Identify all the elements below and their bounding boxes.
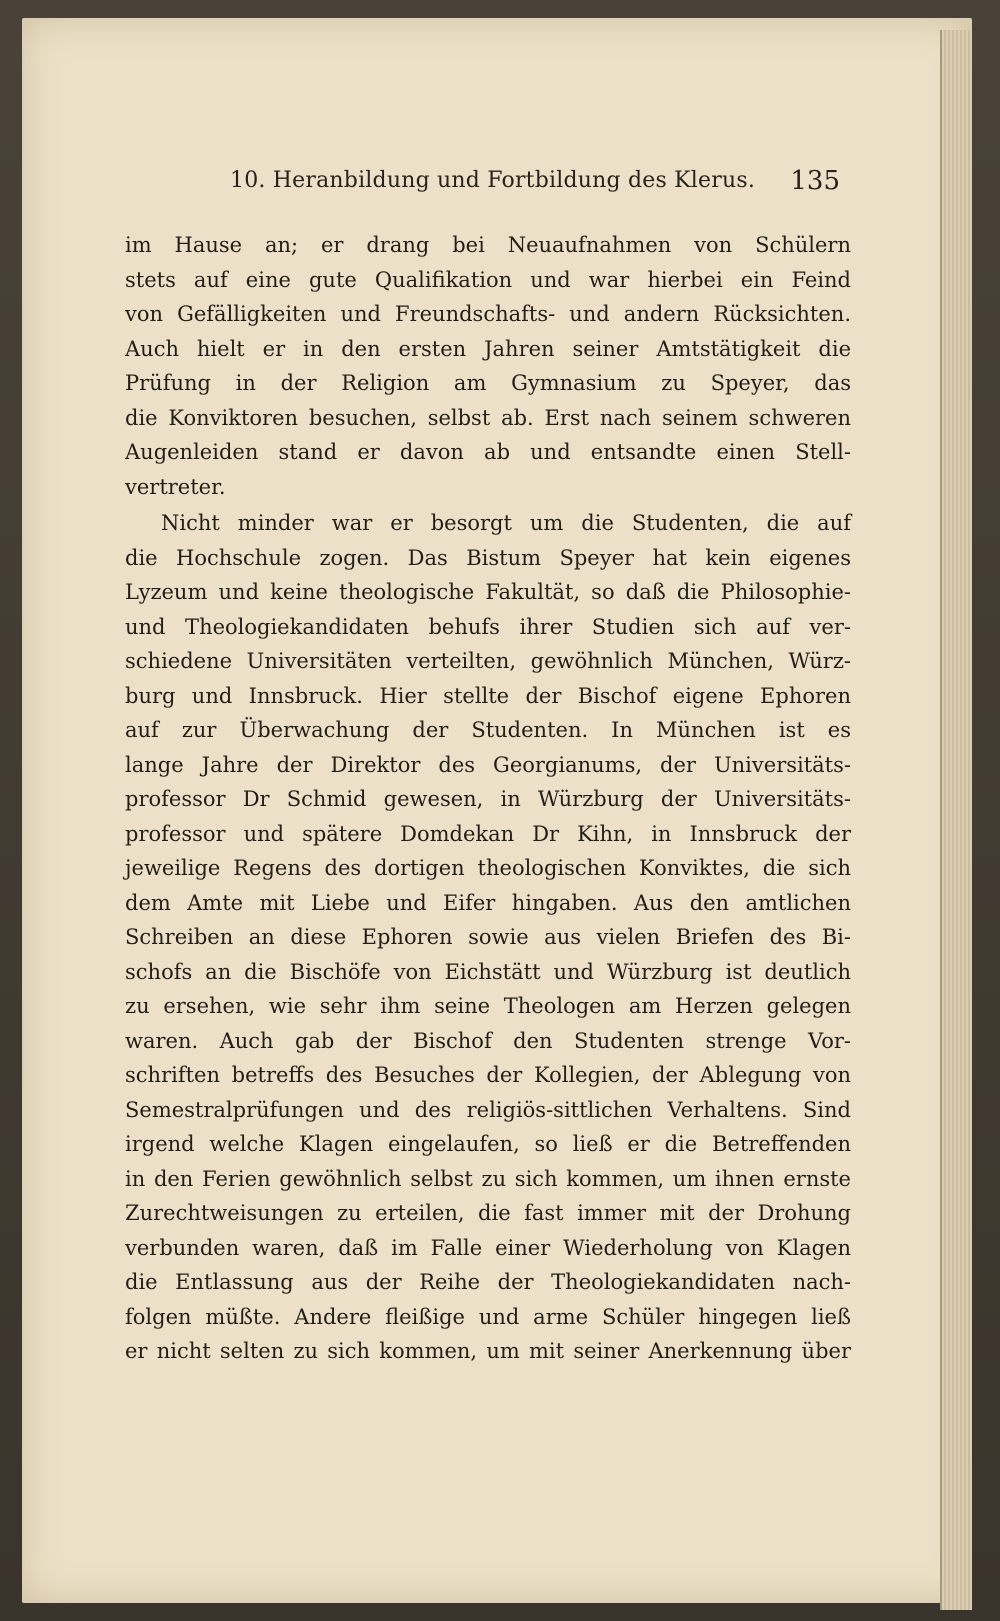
text-line: er nicht selten zu sich kommen, um mit seiner Anerkennung über [125, 1339, 851, 1363]
text-line: in den Ferien gewöhnlich selbst zu sich kommen, um ihnen ernste [125, 1166, 851, 1191]
text-line: von Gefälligkeiten und Freundschafts- und andern Rücksichten. [125, 302, 851, 326]
running-title: 10. Heranbildung und Fortbildung des Klerus. [230, 168, 756, 193]
text-line: dem Amte mit Liebe und Eifer hingaben. Aus den amtlichen [125, 890, 851, 915]
text-line: schofs an die Bischöfe von Eichstätt und Würzburg ist deutlich [125, 959, 851, 984]
book-page [22, 18, 972, 1603]
running-head [230, 168, 840, 204]
text-line: professor Dr Schmid gewesen, in Würzburg der Universitäts- [125, 787, 851, 811]
text-line: Auch hielt er in den ersten Jahren seiner Amtstätigkeit die [125, 336, 851, 361]
text-line: Lyzeum und keine theologische Fakultät, so daß die Philosophie- [125, 580, 851, 604]
text-line: Schreiben an diese Ephoren sowie aus vielen Briefen des Bi- [125, 925, 851, 949]
page-number: 135 [790, 166, 840, 196]
text-line: zu ersehen, wie sehr ihm seine Theologen am Herzen gelegen [125, 994, 851, 1018]
text-line: Zurechtweisungen zu erteilen, die fast immer mit der Drohung [125, 1201, 851, 1225]
text-line: folgen müßte. Andere fleißige und arme Schüler hingegen ließ [125, 1304, 851, 1329]
text-line: vertreter. [125, 474, 226, 499]
text-line: die Entlassung aus der Reihe der Theologiekandidaten nach- [125, 1270, 851, 1294]
text-line: schiedene Universitäten verteilten, gewöhnlich München, Würz- [125, 649, 851, 673]
text-line: burg und Innsbruck. Hier stellte der Bischof eigene Ephoren [125, 683, 851, 708]
body-text [125, 228, 851, 1369]
text-line: jeweilige Regens des dortigen theologischen Konviktes, die sich [125, 856, 851, 880]
text-line: im Hause an; er drang bei Neuaufnahmen von Schülern [125, 233, 851, 257]
text-line: schriften betreffs des Besuches der Kollegien, der Ablegung von [125, 1063, 851, 1087]
paragraph [125, 228, 851, 504]
page-edge [940, 30, 972, 1610]
text-line: Prüfung in der Religion am Gymnasium zu Speyer, das [125, 371, 851, 395]
text-line: waren. Auch gab der Bischof den Studenten strenge Vor- [125, 1028, 851, 1053]
text-line: und Theologiekandidaten behufs ihrer Studien sich auf ver- [125, 614, 851, 639]
text-line: die Konviktoren besuchen, selbst ab. Erst nach seinem schweren [125, 405, 851, 430]
text-line: Nicht minder war er besorgt um die Studenten, die auf [161, 511, 851, 535]
text-line: die Hochschule zogen. Das Bistum Speyer hat kein eigenes [125, 545, 851, 570]
text-line: auf zur Überwachung der Studenten. In München ist es [125, 718, 851, 742]
text-line: professor und spätere Domdekan Dr Kihn, in Innsbruck der [125, 821, 851, 846]
text-line: Augenleiden stand er davon ab und entsandte einen Stell- [125, 440, 851, 464]
paragraph [125, 506, 851, 1369]
text-line: verbunden waren, daß im Falle einer Wiederholung von Klagen [125, 1235, 851, 1260]
text-line: Semestralprüfungen und des religiös-sittlichen Verhaltens. Sind [125, 1097, 851, 1122]
text-line: irgend welche Klagen eingelaufen, so ließ er die Betreffenden [125, 1132, 851, 1156]
text-line: stets auf eine gute Qualifikation und war hierbei ein Feind [125, 267, 851, 292]
text-line: lange Jahre der Direktor des Georgianums, der Universitäts- [125, 752, 851, 777]
